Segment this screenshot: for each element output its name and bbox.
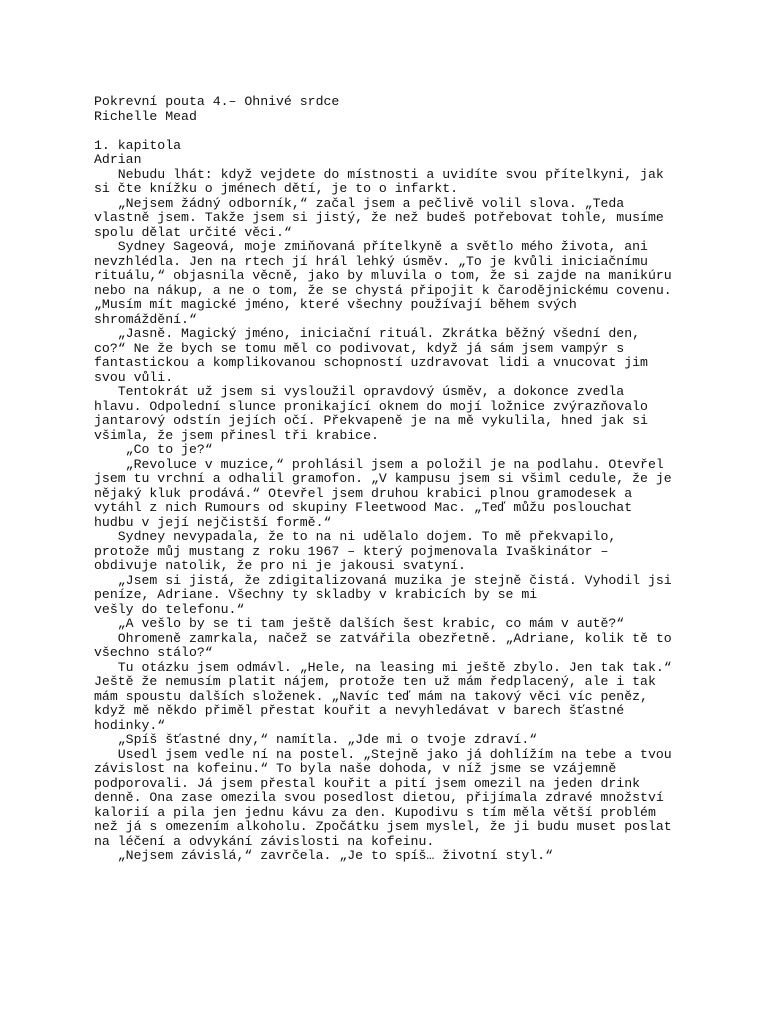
text-line: Ještě že nemusím platit nájem, protože ten už mám ředplacený, ale i tak	[94, 674, 656, 689]
text-line: co?“ Ne že bych se tomu měl co podivovat, když já sám jsem vampýr s	[94, 340, 625, 356]
text-line: Sydney Sageová, moje zmiňovaná přítelkyně a světlo mého života, ani	[94, 239, 648, 254]
text-line: si čte knížku o jménech dětí, je to o infarkt.	[94, 181, 459, 196]
text-line: hodinky.“	[94, 717, 166, 733]
text-line: „Revoluce v muzice,“ prohlásil jsem a položil je na podlahu. Otevřel	[94, 456, 664, 472]
blank-line	[94, 124, 684, 139]
text-line: vlastně jsem. Takže jsem si jistý, že než budeš potřebovat tohle, musíme	[94, 210, 664, 225]
text-line: rituálu,“ objasnila věcně, jako by mluvila o tom, že si zajde na manikúru	[94, 268, 672, 283]
text-line: svou vůli.	[94, 369, 174, 385]
text-line: podporovali. Já jsem přestal kouřit a pití jsem omezil na jeden drink	[94, 775, 641, 791]
text-line: „A vešlo by se ti tam ještě dalších šest krabic, co mám v autě?“	[94, 616, 625, 631]
text-line: nebo na nákup, a ne o tom, že se chystá připojit k čarodějnickému covenu.	[94, 282, 672, 298]
text-line: „Jasně. Magický jméno, iniciační rituál. Zkrátka běžný všední den,	[94, 326, 641, 341]
text-line: jantarový odstín jejích očí. Překvapeně je na mě vykulila, hned jak si	[94, 413, 648, 428]
text-line: „Spíš šťastné dny,“ namítla. „Jde mi o tvoje zdraví.“	[94, 732, 538, 747]
text-line: vytáhl z nich Rumours od skupiny Fleetwood Mac. „Teď můžu poslouchat	[94, 500, 633, 515]
text-line: na léčení a odvykání závislosti na kofeinu.	[94, 833, 435, 849]
text-line: fantastickou a komplikovanou schopností uzdravovat lidi a vnucovat jim	[94, 355, 648, 370]
text-line: shromáždění.“	[94, 311, 197, 327]
text-line: hudbu v její nejčistší formě.“	[94, 514, 332, 530]
text-line: Tu otázku jsem odmávl. „Hele, na leasing mi ještě zbylo. Jen tak tak.“	[94, 659, 672, 675]
book-title: Pokrevní pouta 4.– Ohnivé srdce	[94, 94, 340, 109]
text-line: denně. Ona zase omezila svou posedlost dietou, přijímala zdravé množství	[94, 790, 664, 805]
text-line: Tentokrát už jsem si vysloužil opravdový úsměv, a dokonce zvedla	[94, 384, 625, 399]
text-line: peníze, Adriane. Všechny ty skladby v krabicích by se mi	[94, 587, 538, 602]
text-line: mám spoustu dalších složenek. „Navíc teď mám na takový věci víc peněz,	[94, 688, 648, 704]
chapter-heading: 1. kapitola	[94, 137, 182, 153]
text-line: Sydney nevypadala, že to na ni udělalo dojem. To mě překvapilo,	[94, 529, 617, 544]
document-page	[94, 95, 684, 864]
text-line: všimla, že jsem přinesl tři krabice.	[94, 427, 379, 443]
text-line: závislost na kofeinu.“ To byla naše dohoda, v níž jsme se vzájemně	[94, 761, 617, 776]
text-line: Usedl jsem vedle ní na postel. „Stejně jako já dohlížím na tebe a tvou	[94, 746, 672, 762]
text-line: „Co to je?“	[94, 442, 213, 457]
text-line: všechno stálo?“	[94, 645, 213, 660]
text-line: nějaký kluk prodává.“ Otevřel jsem druhou krabici plnou gramodesek a	[94, 485, 633, 501]
text-line: Ohromeně zamrkala, načež se zatvářila obezřetně. „Adriane, kolik tě to	[94, 630, 672, 646]
text-line: kalorií a pila jen jednu kávu za den. Kupodivu s tím měla větší problém	[94, 804, 656, 820]
text-line: když mě někdo přiměl přestat kouřit a nevyhledávat v barech šťastné	[94, 703, 625, 718]
text-line: než já s omezením alkoholu. Zpočátku jsem myslel, že ji budu muset poslat	[94, 819, 672, 834]
text-line: spolu dělat určité věci.“	[94, 224, 292, 240]
text-line: hlavu. Odpolední slunce pronikající oknem do mojí ložnice zvýrazňovalo	[94, 398, 648, 414]
text-line: vešly do telefonu.“	[94, 601, 245, 617]
narrator-name: Adrian	[94, 152, 142, 167]
text-line: obdivuje natolik, že pro ni je jakousi svatyní.	[94, 558, 466, 573]
text-line: „Nejsem závislá,“ zavrčela. „Je to spíš… životní styl.“	[94, 848, 553, 863]
text-line: „Musím mít magické jméno, které všechny používají během svých	[94, 297, 577, 312]
author-name: Richelle Mead	[94, 108, 197, 124]
text-line: protože můj mustang z roku 1967 – který pojmenovala Ivaškinátor –	[94, 543, 609, 559]
text-line: jsem tu vrchní a odhalil gramofon. „V kampusu jsem si všiml cedule, že je	[94, 471, 672, 486]
text-line: Nebudu lhát: když vejdete do místnosti a uvidíte svou přítelkyni, jak	[94, 166, 664, 182]
text-line: „Jsem si jistá, že zdigitalizovaná muzika je stejně čistá. Vyhodil jsi	[94, 572, 672, 588]
text-line: „Nejsem žádný odborník,“ začal jsem a pečlivě volil slova. „Teda	[94, 195, 625, 211]
text-line: nevzhlédla. Jen na rtech jí hrál lehký úsměv. „To je kvůli iniciačnímu	[94, 253, 648, 269]
body-text	[94, 168, 684, 864]
